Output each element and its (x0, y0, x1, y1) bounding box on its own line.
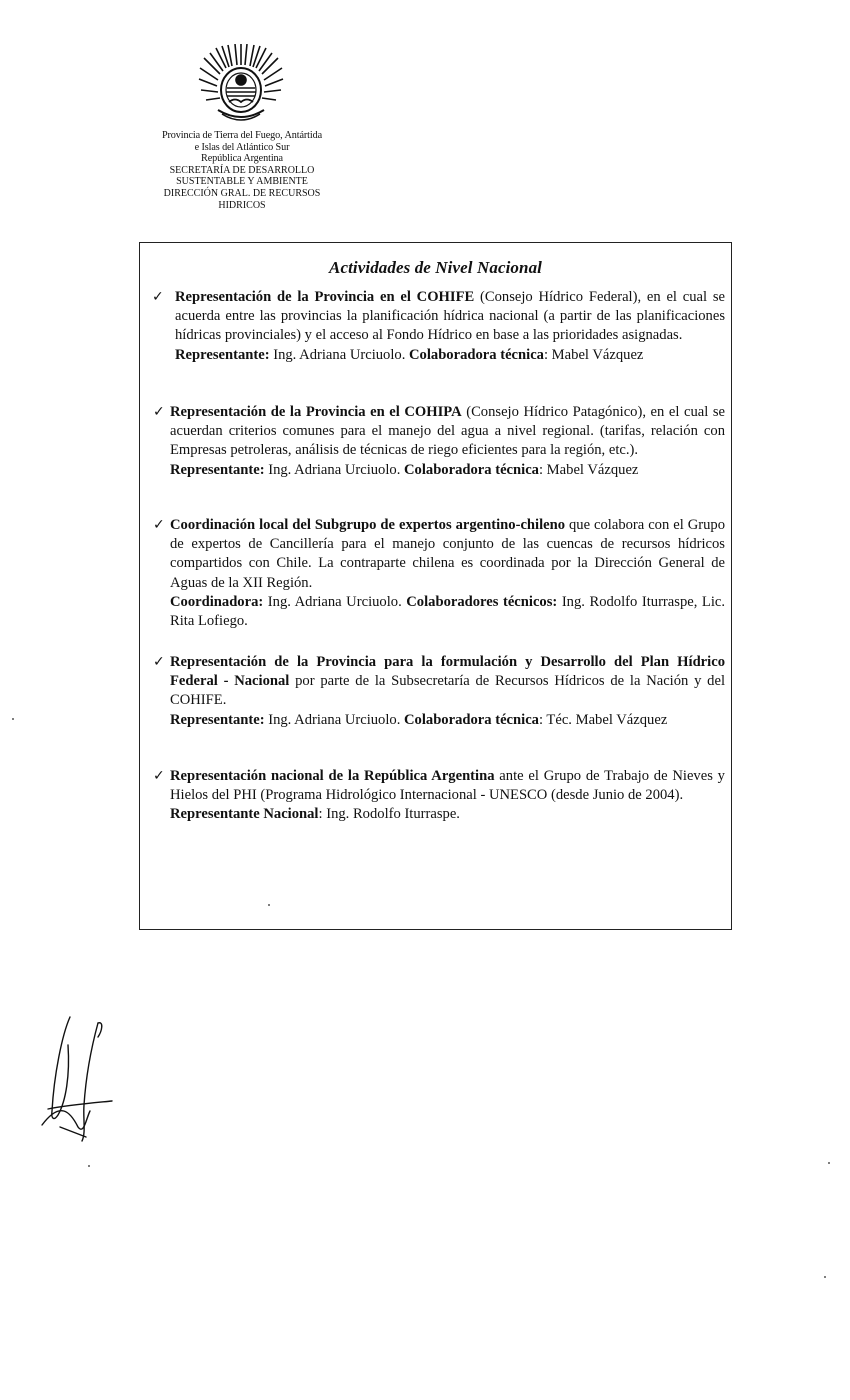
letterhead-country: República Argentina (201, 153, 283, 165)
scan-speck (268, 904, 270, 906)
role-label: Coordinadora: (170, 593, 264, 610)
letterhead-province-cont: e Islas del Atlántico Sur (194, 141, 290, 153)
activity-heading: Representación de la Provincia en el COHIPA (170, 404, 462, 420)
checkmark-icon: ✓ (153, 517, 165, 533)
activity-description: que colabora con el Grupo de expertos de Cancillería para el manejo conjunto de las cuencas de recursos hídricos compartidos con Chile. La contraparte chilena es coordinada por la Dirección General de Aguas de la XII Región. (170, 517, 725, 591)
signature-icon (40, 1015, 116, 1145)
role-value: : Mabel Vázquez (538, 461, 639, 478)
checkmark-icon: ✓ (152, 289, 164, 305)
letterhead-secretariat: SECRETARÍA DE DESARROLLO (169, 164, 315, 176)
checkmark-icon: ✓ (153, 404, 165, 420)
activity-heading: Representación de la Provincia para la formulación y Desarrollo del Plan Hídrico Federal - Nacional (170, 654, 725, 690)
role-label: Representante: (170, 461, 265, 478)
letterhead-secretariat-cont: SUSTENTABLE Y AMBIENTE (176, 176, 308, 188)
checkmark-icon: ✓ (153, 768, 165, 784)
letterhead-province: Provincia de Tierra del Fuego, Antártida (161, 130, 323, 141)
activity-description: ante el Grupo de Trabajo de Nieves y Hielos del PHI (Programa Hidrológico Internacional - UNESCO (desde Junio de 2004). (170, 768, 725, 804)
scan-speck (824, 1276, 826, 1278)
activity-heading: Representación de la Provincia en el COHIFE (175, 289, 475, 305)
activities-box (139, 242, 732, 930)
role-label: Colaboradora técnica (404, 461, 539, 478)
letterhead (120, 130, 364, 211)
role-label: Colaboradores técnicos: (406, 593, 558, 610)
role-value: Ing. Adriana Urciuolo. (263, 593, 407, 610)
letterhead-directorate-cont: HIDRICOS (218, 199, 266, 211)
letterhead-directorate: DIRECCIÓN GRAL. DE RECURSOS (163, 187, 321, 199)
activity-description: (Consejo Hídrico Patagónico), en el cual se acuerdan criterios comunes para el manejo del agua a nivel regional. (tarifas, relación con Empresas petroleras, análisis de técnicas de riego eficientes para la región, etc.). (170, 404, 725, 459)
scan-speck (828, 1162, 830, 1164)
role-value: : Ing. Rodolfo Iturraspe. (318, 806, 460, 823)
role-value: Ing. Adriana Urciuolo. (269, 346, 409, 363)
role-label: Colaboradora técnica (404, 711, 539, 728)
activity-description: por parte de la Subsecretaría de Recursos Hídricos de la Nación y del COHIFE. (170, 673, 725, 709)
role-value: : Mabel Vázquez (543, 346, 644, 363)
activity-item (153, 653, 725, 730)
activity-heading: Representación nacional de la República Argentina (170, 768, 495, 784)
scan-speck (88, 1165, 90, 1167)
role-value: Ing. Adriana Urciuolo. (264, 711, 404, 728)
role-value: Ing. Adriana Urciuolo. (264, 461, 404, 478)
checkmark-icon: ✓ (153, 654, 165, 670)
activity-description: (Consejo Hídrico Federal), en el cual se acuerda entre las provincias la planificación hídrica nacional (a partir de las planificaciones hídricas provinciales) y el acceso al Fondo Hídrico en base a las prioridades asignadas. (175, 289, 725, 344)
section-title: Actividades de Nivel Nacional (329, 258, 542, 277)
role-value: Ing. Rodolfo Iturraspe, Lic. Rita Lofiego. (170, 593, 726, 630)
role-label: Colaboradora técnica (409, 346, 544, 363)
role-label: Representante: (175, 346, 270, 363)
activity-heading: Coordinación local del Subgrupo de expertos argentino-chileno (170, 517, 566, 533)
role-value: : Téc. Mabel Vázquez (538, 711, 668, 728)
activity-item (153, 516, 726, 631)
role-label: Representante Nacional (170, 806, 319, 823)
role-label: Representante: (170, 711, 265, 728)
provincial-emblem-icon (198, 44, 284, 124)
activity-item (153, 403, 725, 480)
activity-item (153, 767, 725, 825)
activity-item (152, 288, 725, 365)
scan-speck (12, 718, 14, 720)
